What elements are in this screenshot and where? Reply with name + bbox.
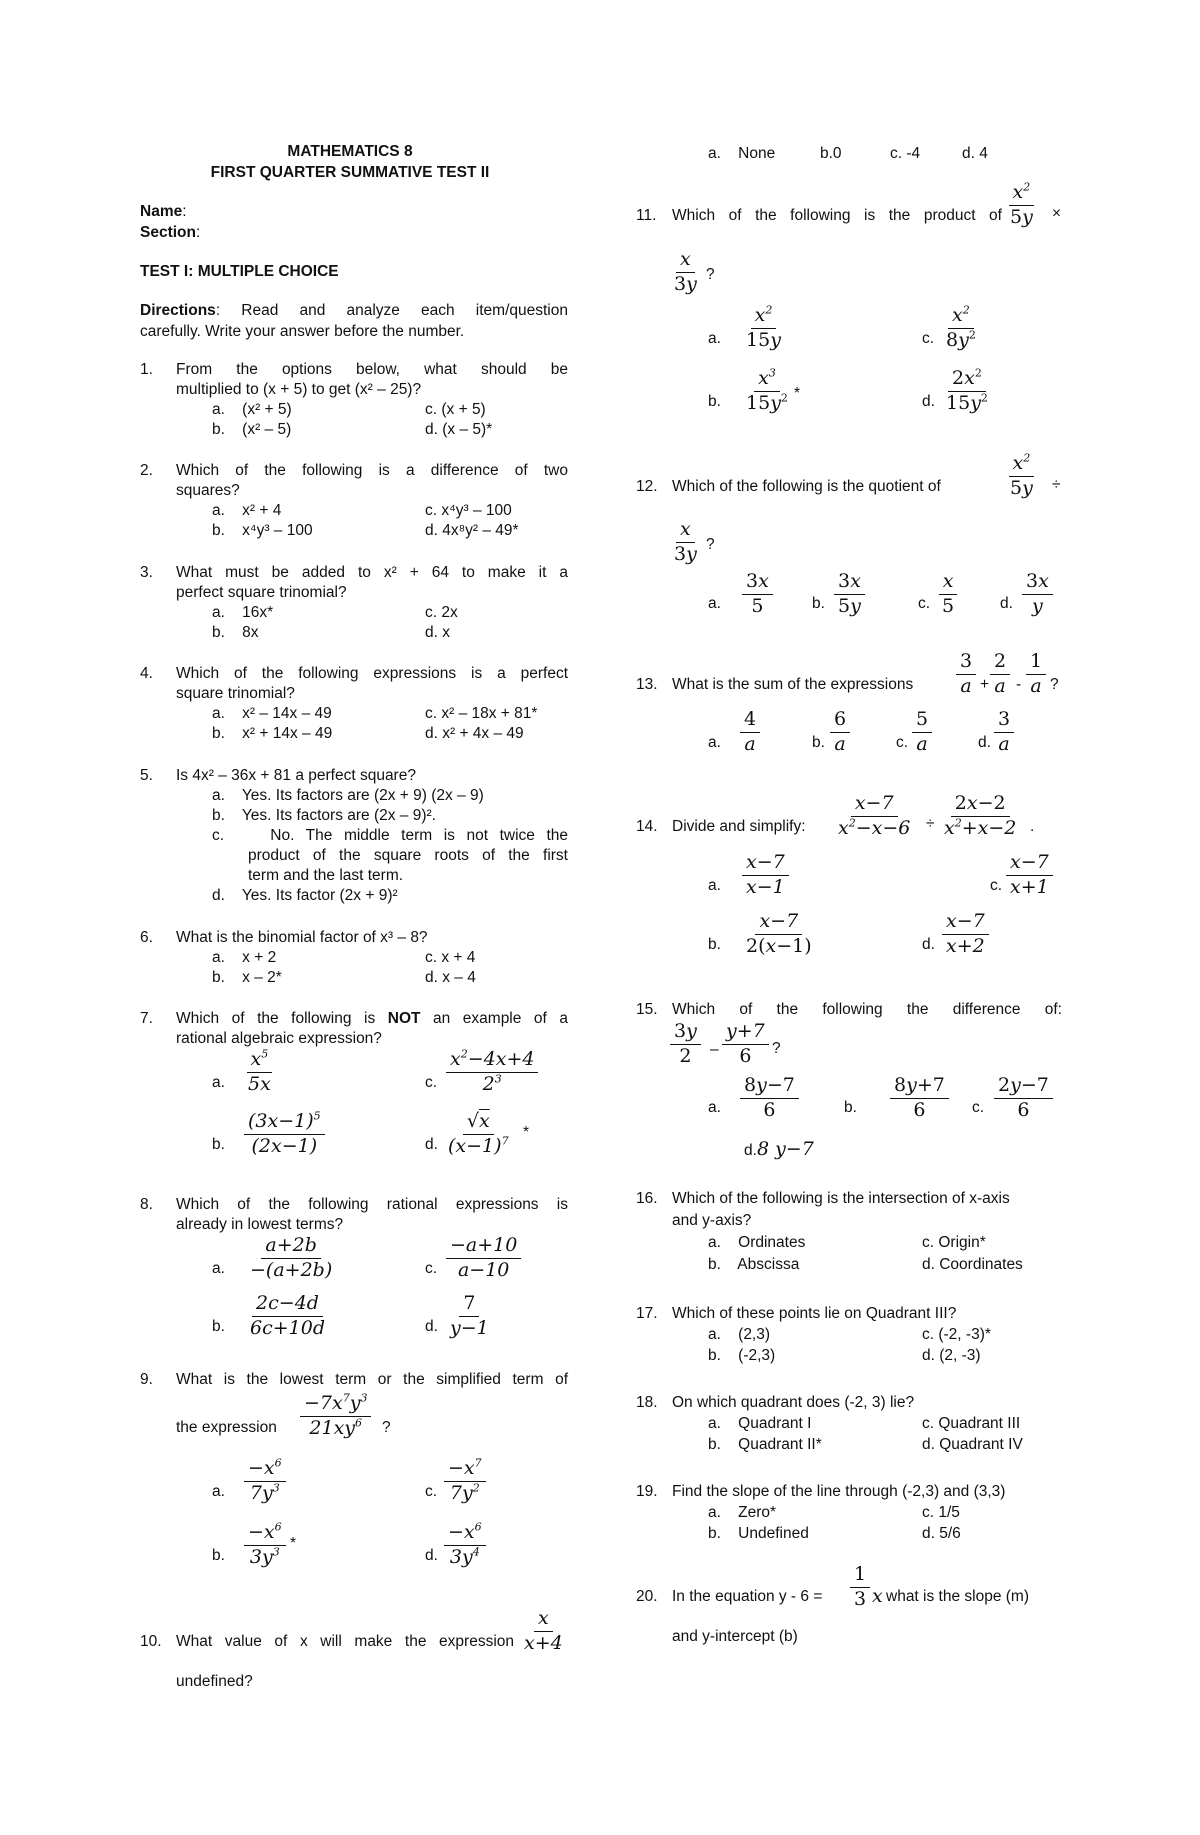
q11-text: Which of the following is the product of [672, 207, 1002, 224]
q11-fraction-2: x 3y [674, 248, 697, 295]
q7-answer-mark: * [523, 1124, 530, 1141]
q2-option-b: b. x⁴y³ – 100 [212, 522, 313, 539]
q10-number: 10. [140, 1633, 162, 1650]
q11-option-b-fraction: $x^3$ $15y^2$ [746, 366, 788, 414]
q15-option-a-label: a. [708, 1099, 721, 1116]
q13-option-c-fraction: 5 a [912, 710, 932, 755]
q20-text-l1-post: what is the slope (m) [886, 1588, 1029, 1605]
q18-option-a: a. Quadrant I [708, 1415, 812, 1432]
q14-text: Divide and simplify: [672, 818, 806, 835]
q19-text: Find the slope of the line through (-2,3) and (3,3) [672, 1483, 1006, 1500]
q5-text: Is 4x² – 36x + 81 a perfect square? [176, 767, 416, 784]
q18-option-c: c. Quadrant III [922, 1415, 1021, 1432]
test-part-title: TEST I: MULTIPLE CHOICE [140, 263, 339, 280]
q15-option-d: d.8 y−7 [744, 1138, 814, 1160]
q19-option-a: a. Zero* [708, 1504, 777, 1521]
q16-option-a: a. Ordinates [708, 1234, 806, 1251]
q16-option-d: d. Coordinates [922, 1256, 1023, 1273]
q20-number: 20. [636, 1588, 658, 1605]
q20-variable-x: x [872, 1585, 883, 1607]
q9-option-c-label: c. [425, 1483, 438, 1500]
q4-number: 4. [140, 665, 153, 682]
q6-option-c: c. x + 4 [425, 949, 476, 966]
q14-option-a-fraction: x−7 x−1 [742, 853, 789, 898]
q2-option-a: a. x² + 4 [212, 502, 282, 519]
q3-option-b: b. 8x [212, 624, 259, 641]
q19-option-b: b. Undefined [708, 1525, 809, 1542]
q2-number: 2. [140, 462, 153, 479]
q9-option-d-label: d. [425, 1547, 438, 1564]
q1-option-d: d. (x – 5)* [425, 421, 493, 438]
q12-option-d-fraction: 3x y [1022, 572, 1053, 617]
q1-text-l1: From the options below, what should be [176, 361, 568, 378]
q12-fraction-1: $x^2$ 5y [1010, 451, 1033, 499]
subject-title: MATHEMATICS 8 [287, 143, 413, 160]
q9-expression-fraction: $-7x^7y^3$ $21xy^6$ [300, 1394, 371, 1439]
q5-option-c-l2: product of the square roots of the first [248, 847, 568, 864]
q9-option-b-label: b. [212, 1547, 225, 1564]
q20-text-l2: and y-intercept (b) [672, 1628, 798, 1645]
q15-question-mark: ? [772, 1040, 781, 1057]
q14-option-b-fraction: x−7 2(x−1) [746, 910, 812, 957]
q6-text: What is the binomial factor of x³ – 8? [176, 929, 428, 946]
q7-option-d-label: d. [425, 1136, 438, 1153]
q12-option-c-label: c. [918, 595, 931, 612]
q17-text: Which of these points lie on Quadrant III? [672, 1305, 957, 1322]
q1-number: 1. [140, 361, 153, 378]
q13-option-b-label: b. [812, 734, 825, 751]
q11-number: 11. [636, 207, 657, 224]
q15-option-c-label: c. [972, 1099, 985, 1116]
q10-text-l2: undefined? [176, 1673, 253, 1690]
q16-option-c: c. Origin* [922, 1234, 986, 1251]
q11-fraction-1: $x^2$ 5y [1010, 180, 1033, 228]
q11-option-a-fraction: $x^2$ 15y [746, 303, 781, 351]
q14-option-c-fraction: x−7 x+1 [1006, 853, 1053, 898]
q9-number: 9. [140, 1371, 153, 1388]
q11-times-sign: × [1052, 205, 1062, 222]
q9-answer-mark: * [290, 1535, 297, 1552]
q13-option-a-fraction: 4 a [740, 710, 760, 755]
q11-option-d-label: d. [922, 393, 935, 410]
q2-option-d: d. 4x⁸y² – 49* [425, 522, 519, 539]
q10-option-d: d. 4 [962, 145, 988, 162]
q13-question-mark: ? [1050, 676, 1059, 693]
q15-minus-sign: – [710, 1041, 719, 1058]
q12-option-c-fraction: x 5 [938, 572, 958, 617]
q7-option-d-fraction: √x $(x-1)^7$ [448, 1110, 509, 1157]
q8-number: 8. [140, 1196, 153, 1213]
q14-option-d-fraction: x−7 x+2 [942, 912, 989, 957]
q10-option-a: a. None [708, 145, 776, 162]
q12-option-b-fraction: 3x 5y [834, 572, 865, 617]
q17-option-c: c. (-2, -3)* [922, 1326, 991, 1343]
q14-option-d-label: d. [922, 936, 935, 953]
q12-text: Which of the following is the quotient of [672, 478, 941, 495]
q14-divide-sign: ÷ [926, 815, 935, 832]
q8-option-c-label: c. [425, 1260, 438, 1277]
q4-option-a: a. x² – 14x – 49 [212, 705, 332, 722]
q18-option-b: b. Quadrant II* [708, 1436, 822, 1453]
q10-text-l1: What value of x will make the expression [176, 1633, 514, 1650]
q13-minus-sign: - [1016, 676, 1022, 693]
q15-option-b-label: b. [844, 1099, 857, 1116]
q12-option-d-label: d. [1000, 595, 1013, 612]
q14-fraction-1: x−7 $x^2-x-6$ [838, 792, 911, 839]
q11-option-c-fraction: $x^2$ $8y^2$ [946, 303, 976, 351]
q13-option-c-label: c. [896, 734, 909, 751]
q14-fraction-2: 2x−2 $x^2+x-2$ [944, 792, 1017, 839]
q16-text-l2: and y-axis? [672, 1212, 752, 1229]
q14-period: . [1030, 818, 1035, 835]
q4-option-d: d. x² + 4x – 49 [425, 725, 524, 742]
q2-text-l2: squares? [176, 482, 240, 499]
q15-fraction-1: 3y 2 [670, 1022, 701, 1067]
q7-text-l1: Which of the following is NOT an example of a [176, 1010, 568, 1027]
q5-option-c-l3: term and the last term. [248, 867, 404, 884]
q8-option-d-label: d. [425, 1318, 438, 1335]
q20-text-l1-pre: In the equation y - 6 = [672, 1588, 823, 1605]
q20-fraction: 1 3 [850, 1565, 870, 1610]
q12-option-a-label: a. [708, 595, 721, 612]
q15-number: 15. [636, 1001, 658, 1018]
q5-option-d: d. Yes. Its factor (2x + 9)² [212, 887, 398, 904]
q13-text: What is the sum of the expressions [672, 676, 914, 693]
q13-fraction-3: 1 a [1026, 652, 1046, 697]
q12-option-b-label: b. [812, 595, 825, 612]
q14-option-a-label: a. [708, 877, 721, 894]
q1-text-l2: multiplied to (x + 5) to get (x² – 25)? [176, 381, 422, 398]
q4-option-b: b. x² + 14x – 49 [212, 725, 333, 742]
q13-option-a-label: a. [708, 734, 721, 751]
q17-option-b: b. (-2,3) [708, 1347, 776, 1364]
q1-option-a: a. (x² + 5) [212, 401, 292, 418]
q8-text-l2: already in lowest terms? [176, 1216, 344, 1233]
q11-option-c-label: c. [922, 330, 935, 347]
directions-line2: carefully. Write your answer before the number. [140, 323, 465, 340]
q1-option-b: b. (x² – 5) [212, 421, 292, 438]
q6-option-d: d. x – 4 [425, 969, 476, 986]
q9-option-a-fraction: $-x^6$ $7y^3$ [244, 1459, 286, 1504]
q13-fraction-2: 2 a [990, 652, 1010, 697]
q14-option-b-label: b. [708, 936, 721, 953]
q9-option-c-fraction: $-x^7$ $7y^2$ [444, 1459, 486, 1504]
q16-number: 16. [636, 1190, 658, 1207]
q3-option-a: a. 16x* [212, 604, 274, 621]
q11-option-b-label: b. [708, 393, 721, 410]
q2-text-l1: Which of the following is a difference of two [176, 462, 568, 479]
q19-option-d: d. 5/6 [922, 1525, 961, 1542]
q17-option-d: d. (2, -3) [922, 1347, 981, 1364]
q12-option-a-fraction: 3x 5 [742, 572, 773, 617]
q9-option-b-fraction: $-x^6$ $3y^3$ [244, 1523, 286, 1568]
q12-number: 12. [636, 478, 658, 495]
section-line: Section: [140, 224, 201, 241]
q8-text-l1: Which of the following rational expressions is [176, 1196, 568, 1213]
q7-number: 7. [140, 1010, 153, 1027]
q7-option-c-label: c. [425, 1074, 438, 1091]
q11-question-mark: ? [706, 266, 715, 283]
q8-option-b-fraction: 2c−4d 6c+10d [250, 1292, 325, 1339]
q12-divide-sign: ÷ [1052, 476, 1061, 493]
q15-option-a-fraction: 8y−7 6 [740, 1076, 799, 1121]
q8-option-c-fraction: −a+10 a−10 [446, 1236, 521, 1281]
q18-number: 18. [636, 1394, 658, 1411]
q9-option-a-label: a. [212, 1483, 225, 1500]
q7-text-l2: rational algebraic expression? [176, 1030, 382, 1047]
q7-option-a-label: a. [212, 1074, 225, 1091]
q5-number: 5. [140, 767, 153, 784]
q9-text-l2: the expression [176, 1419, 277, 1436]
q9-question-mark: ? [382, 1419, 391, 1436]
q9-option-d-fraction: $-x^6$ $3y^4$ [444, 1523, 486, 1568]
name-line: Name: [140, 203, 187, 220]
q7-option-a-fraction: $x^5$ 5x [248, 1047, 271, 1095]
q1-option-c: c. (x + 5) [425, 401, 486, 418]
q18-option-d: d. Quadrant IV [922, 1436, 1023, 1453]
q12-fraction-2: x 3y [674, 518, 697, 565]
q14-number: 14. [636, 818, 658, 835]
q11-answer-mark: * [794, 385, 801, 402]
directions-line1: Directions: Read and analyze each item/question [140, 302, 568, 319]
q19-number: 19. [636, 1483, 658, 1500]
q6-option-a: a. x + 2 [212, 949, 277, 966]
q15-text: Which of the following the difference of: [672, 1001, 1062, 1018]
q8-option-d-fraction: 7 y−1 [450, 1292, 489, 1339]
q3-number: 3. [140, 564, 153, 581]
q5-option-b: b. Yes. Its factors are (2x – 9)². [212, 807, 436, 824]
q2-option-c: c. x⁴y³ – 100 [425, 502, 512, 519]
q7-option-b-label: b. [212, 1136, 225, 1153]
q17-option-a: a. (2,3) [708, 1326, 771, 1343]
q4-text-l2: square trinomial? [176, 685, 295, 702]
q8-option-b-label: b. [212, 1318, 225, 1335]
q11-option-d-fraction: $2x^2$ $15y^2$ [946, 366, 988, 414]
q10-expression-fraction: x x+4 [524, 1607, 563, 1654]
q11-option-a-label: a. [708, 330, 721, 347]
q5-option-a: a. Yes. Its factors are (2x + 9) (2x – 9) [212, 787, 484, 804]
q6-number: 6. [140, 929, 153, 946]
test-title: FIRST QUARTER SUMMATIVE TEST II [210, 164, 490, 181]
q6-option-b: b. x – 2* [212, 969, 282, 986]
q16-option-b: b. Abscissa [708, 1256, 800, 1273]
q12-question-mark: ? [706, 536, 715, 553]
q13-option-d-label: d. [978, 734, 991, 751]
q7-option-c-fraction: $x^2-4x+4$ $2^3$ [446, 1050, 538, 1095]
q3-text-l1: What must be added to x² + 64 to make it a [176, 564, 568, 581]
q7-option-b-fraction: $(3x-1)^5$ (2x−1) [244, 1112, 325, 1157]
q3-option-c: c. 2x [425, 604, 458, 621]
q13-number: 13. [636, 676, 658, 693]
q8-option-a-fraction: a+2b −(a+2b) [250, 1234, 333, 1281]
q3-text-l2: perfect square trinomial? [176, 584, 347, 601]
q15-option-b-fraction: 8y+7 6 [890, 1076, 949, 1121]
q15-fraction-2: y+7 6 [722, 1022, 769, 1067]
q13-option-b-fraction: 6 a [830, 710, 850, 755]
q13-plus-sign: + [980, 676, 990, 693]
q10-option-c: c. -4 [890, 145, 921, 162]
q16-text-l1: Which of the following is the intersection of x-axis [672, 1190, 1010, 1207]
q4-text-l1: Which of the following expressions is a perfect [176, 665, 568, 682]
q13-fraction-1: 3 a [956, 652, 976, 697]
q3-option-d: d. x [425, 624, 450, 641]
q13-option-d-fraction: 3 a [994, 710, 1014, 755]
q17-number: 17. [636, 1305, 658, 1322]
q8-option-a-label: a. [212, 1260, 225, 1277]
q18-text: On which quadrant does (-2, 3) lie? [672, 1394, 915, 1411]
q19-option-c: c. 1/5 [922, 1504, 960, 1521]
q14-option-c-label: c. [990, 877, 1003, 894]
q10-option-b: b.0 [820, 145, 842, 162]
q15-option-c-fraction: 2y−7 6 [994, 1076, 1053, 1121]
q4-option-c: c. x² – 18x + 81* [425, 705, 538, 722]
q9-text-l1: What is the lowest term or the simplified term of [176, 1371, 568, 1388]
q5-option-c-l1: c. No. The middle term is not twice the [212, 827, 568, 844]
